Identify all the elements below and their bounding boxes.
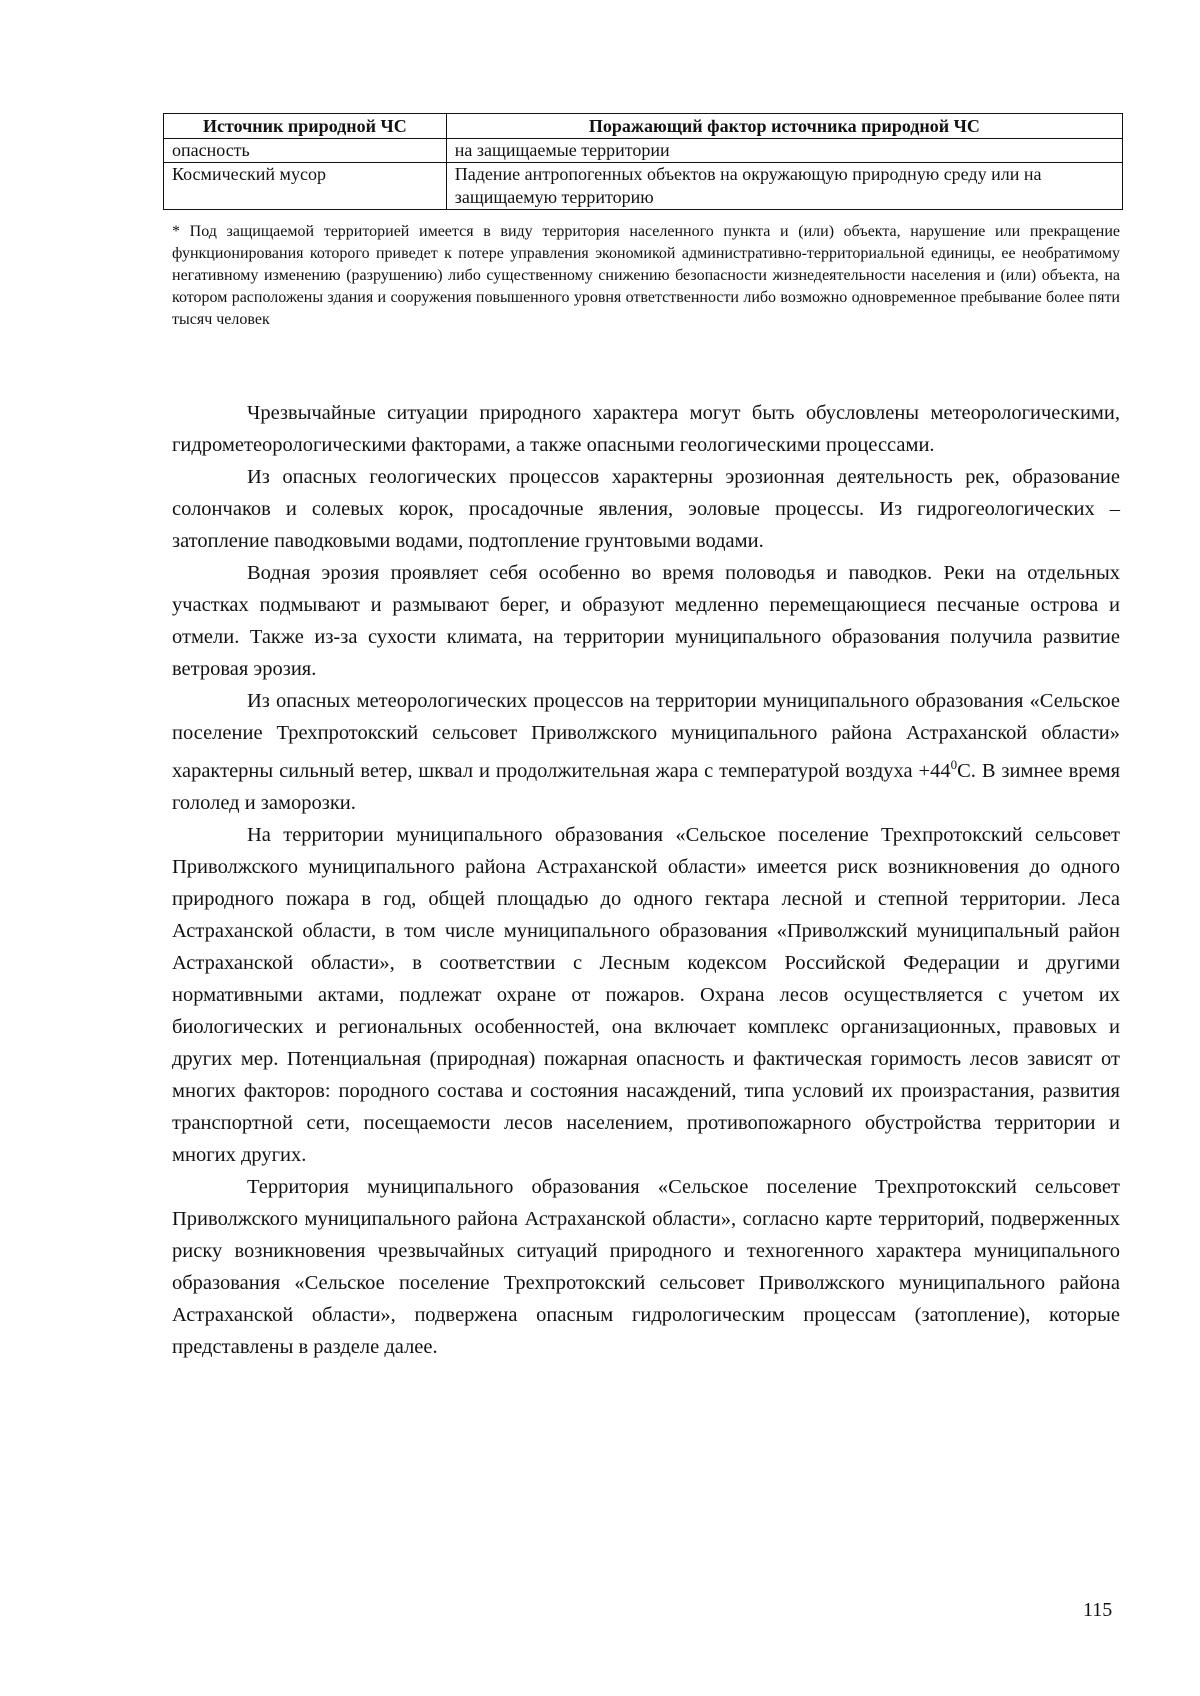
table-cell-source: опасность: [164, 139, 447, 163]
paragraph: [172, 685, 1120, 819]
paragraph: Водная эрозия проявляет себя особенно во время половодья и паводков. Реки на отдельных участках подмывают и размывают берег, и образуют медленно перемещающиеся песчаные острова и отмели. Также из-за сухости климата, на территории муниципального образования получила развитие ветровая эрозия.: [172, 562, 1120, 680]
column-header-source: Источник природной ЧС: [164, 114, 447, 139]
page-number: 115: [1083, 1599, 1113, 1621]
table-cell-factor: Падение антропогенных объектов на окружающую природную среду или на защищаемую территорию: [446, 163, 1122, 210]
hazard-source-table: [163, 113, 1123, 210]
degree-superscript: 0: [950, 757, 958, 772]
table-header-row: [164, 114, 1123, 139]
table-row: [164, 163, 1123, 210]
paragraph: Территория муниципального образования «Сельское поселение Трехпротокский сельсовет Приволжского муниципального района Астраханской области», согласно карте территорий, подверженных риску возникновения чрезвычайных ситуаций природного и техногенного характера муниципального образования «Сельское поселение Трехпротокский сельсовет Приволжского муниципального района Астраханской области», подвержена опасным гидрологическим процессам (затопление), которые представлены в разделе далее.: [172, 1175, 1120, 1358]
paragraph: На территории муниципального образования «Сельское поселение Трехпротокский сельсовет Приволжского муниципального района Астраханской области» имеется риск возникновения до одного природного пожара в год, общей площадью до одного гектара лесной и степной территории. Леса Астраханской области, в том числе муниципального образования «Приволжский муниципальный район Астраханской области», в соответствии с Лесным кодексом Российской Федерации и другими нормативными актами, подлежат охране от пожаров. Охрана лесов осуществляется с учетом их биологических и региональных особенностей, она включает комплекс организационных, правовых и других мер. Потенциальная (природная) пожарная опасность и фактическая горимость лесов зависят от многих факторов: породного состава и состояния насаждений, типа условий их произрастания, развития транспортной сети, посещаемости лесов населением, противопожарного обустройства территории и многих других.: [172, 823, 1120, 1166]
paragraph-text: С. В зимнее время гололед и заморозки.: [172, 759, 1120, 814]
table-footnote: * Под защищаемой территорией имеется в виду территория населенного пункта и (или) объекта, нарушение или прекращение функционирования которого приведет к потере управления экономикой административно-территориальной единицы, ее необратимому негативному изменению (разрушению) либо существенному снижению безопасности жизнедеятельности населения и (или) объекта, на котором расположены здания и сооружения повышенного уровня ответственности либо возможно одновременное пребывание более пяти тысяч человек: [172, 223, 1120, 328]
table-cell-source: Космический мусор: [164, 163, 447, 210]
paragraph-text: Из опасных метеорологических процессов на территории муниципального образования «Сельское поселение Трехпротокский сельсовет Приволжского муниципального района Астраханской области» характерны сильный ветер, шквал и продолжительная жара с температурой воздуха +44: [172, 690, 1120, 782]
column-header-factor: Поражающий фактор источника природной ЧС: [446, 114, 1122, 139]
paragraph: Чрезвычайные ситуации природного характера могут быть обусловлены метеорологическими, гидрометеорологическими факторами, а также опасными геологическими процессами.: [172, 402, 1120, 456]
paragraph: Из опасных геологических процессов характерны эрозионная деятельность рек, образование солончаков и солевых корок, просадочные явления, эоловые процессы. Из гидрогеологических – затопление паводковыми водами, подтопление грунтовыми водами.: [172, 466, 1120, 552]
body-text: [172, 397, 1120, 1363]
table-cell-factor: на защищаемые территории: [446, 139, 1122, 163]
table-row: [164, 139, 1123, 163]
